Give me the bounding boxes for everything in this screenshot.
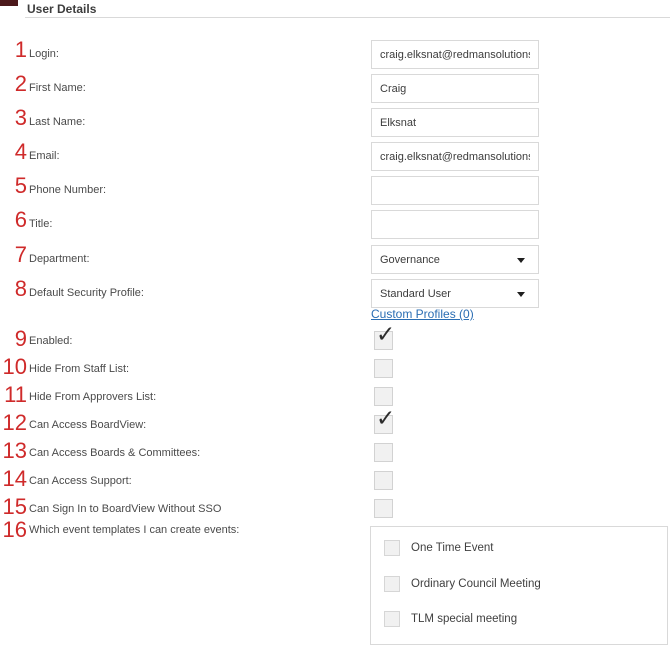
one-time-event-label: One Time Event [411, 542, 494, 554]
can-access-support-label: Can Access Support: [29, 475, 132, 487]
department-selected-value: Governance [380, 253, 440, 266]
can-access-boards-committees-label: Can Access Boards & Committees: [29, 447, 201, 459]
event-templates-panel [370, 526, 668, 645]
hide-approvers-list-checkbox[interactable] [374, 387, 393, 406]
first-name-label: First Name: [29, 82, 86, 94]
annotation-number-7: 7 [14, 242, 27, 267]
annotation-number-1: 1 [14, 37, 27, 62]
event-templates-label: Which event templates I can create events: [29, 524, 240, 536]
can-access-boardview-checkbox[interactable] [374, 406, 396, 434]
login-label: Login: [29, 48, 59, 60]
custom-profiles-link[interactable]: Custom Profiles (0) [371, 307, 474, 321]
annotation-number-10: 10 [2, 354, 27, 379]
hide-staff-list-checkbox[interactable] [374, 359, 393, 378]
ordinary-council-meeting-checkbox[interactable] [384, 576, 400, 592]
enabled-label: Enabled: [29, 335, 73, 347]
annotation-number-16: 16 [2, 517, 27, 542]
page-title: User Details [27, 2, 97, 16]
annotation-number-4: 4 [14, 139, 27, 164]
header-divider [25, 17, 670, 18]
first-name-input[interactable] [371, 74, 539, 103]
department-label: Department: [29, 253, 90, 265]
chevron-down-icon [517, 292, 525, 297]
annotation-number-13: 13 [2, 438, 27, 463]
checkmark-icon: ✓ [376, 406, 396, 432]
can-access-boards-committees-checkbox[interactable] [374, 443, 393, 462]
can-access-support-checkbox[interactable] [374, 471, 393, 490]
one-time-event-checkbox[interactable] [384, 540, 400, 556]
security-profile-selected-value: Standard User [380, 287, 451, 300]
annotation-number-6: 6 [14, 207, 27, 232]
title-label: Title: [29, 218, 53, 230]
phone-number-input[interactable] [371, 176, 539, 205]
tlm-special-meeting-checkbox[interactable] [384, 611, 400, 627]
last-name-label: Last Name: [29, 116, 86, 128]
title-input[interactable] [371, 210, 539, 239]
corner-fragment [0, 0, 18, 6]
hide-approvers-list-label: Hide From Approvers List: [29, 391, 157, 403]
annotation-number-3: 3 [14, 105, 27, 130]
annotation-number-2: 2 [14, 71, 27, 96]
enabled-checkbox[interactable] [374, 322, 396, 350]
security-profile-dropdown[interactable] [371, 279, 539, 308]
hide-staff-list-label: Hide From Staff List: [29, 363, 130, 375]
annotation-number-5: 5 [14, 173, 27, 198]
security-profile-label: Default Security Profile: [29, 287, 144, 299]
chevron-down-icon [517, 258, 525, 263]
tlm-special-meeting-label: TLM special meeting [411, 613, 518, 625]
login-input[interactable] [371, 40, 539, 69]
checkmark-icon: ✓ [376, 322, 396, 348]
annotation-number-11: 11 [4, 382, 27, 407]
email-label: Email: [29, 150, 60, 162]
email-input[interactable] [371, 142, 539, 171]
can-access-boardview-label: Can Access BoardView: [29, 419, 147, 431]
annotation-number-15: 15 [2, 494, 27, 519]
ordinary-council-meeting-label: Ordinary Council Meeting [411, 578, 541, 590]
annotation-number-12: 12 [2, 410, 27, 435]
sign-in-without-sso-checkbox[interactable] [374, 499, 393, 518]
annotation-number-8: 8 [14, 276, 27, 301]
sign-in-without-sso-label: Can Sign In to BoardView Without SSO [29, 503, 222, 515]
annotation-number-14: 14 [2, 466, 27, 491]
annotation-number-9: 9 [14, 326, 27, 351]
last-name-input[interactable] [371, 108, 539, 137]
phone-number-label: Phone Number: [29, 184, 107, 196]
department-dropdown[interactable] [371, 245, 539, 274]
